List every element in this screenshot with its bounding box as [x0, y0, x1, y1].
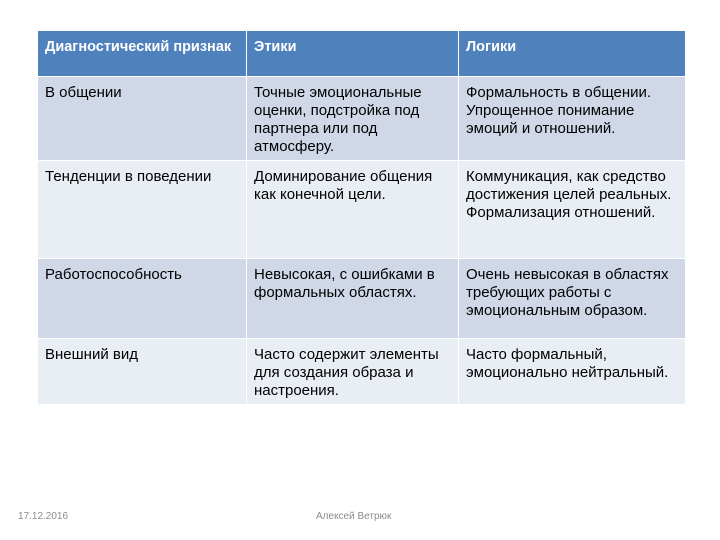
table-cell: Невысокая, с ошибками в формальных областях.	[247, 259, 459, 339]
table-header-row	[38, 31, 686, 77]
table-cell: Очень невысокая в областях требующих работы с эмоциональным образом.	[459, 259, 686, 339]
table-cell: Тенденции в поведении	[38, 161, 247, 259]
table-cell: Точные эмоциональные оценки, подстройка под партнера или под атмосферу.	[247, 77, 459, 161]
comparison-table	[37, 30, 686, 405]
table-cell: Часто формальный, эмоционально нейтральный.	[459, 339, 686, 405]
table-cell: Коммуникация, как средство достижения целей реальных. Формализация отношений.	[459, 161, 686, 259]
header-cell-logics: Логики	[459, 31, 686, 77]
table-cell: Доминирование общения как конечной цели.	[247, 161, 459, 259]
footer-author: Алексей Ветрюк	[316, 511, 392, 522]
header-cell-ethics: Этики	[247, 31, 459, 77]
table-row	[38, 161, 686, 259]
table-row	[38, 77, 686, 161]
header-cell-feature: Диагностический признак	[38, 31, 247, 77]
table-cell: Формальность в общении. Упрощенное понимание эмоций и отношений.	[459, 77, 686, 161]
table-cell: Часто содержит элементы для создания образа и настроения.	[247, 339, 459, 405]
table-cell: Внешний вид	[38, 339, 247, 405]
table-cell: В общении	[38, 77, 247, 161]
table-cell: Работоспособность	[38, 259, 247, 339]
footer-date: 17.12.2016	[18, 511, 69, 522]
table-row	[38, 339, 686, 405]
table-row	[38, 259, 686, 339]
